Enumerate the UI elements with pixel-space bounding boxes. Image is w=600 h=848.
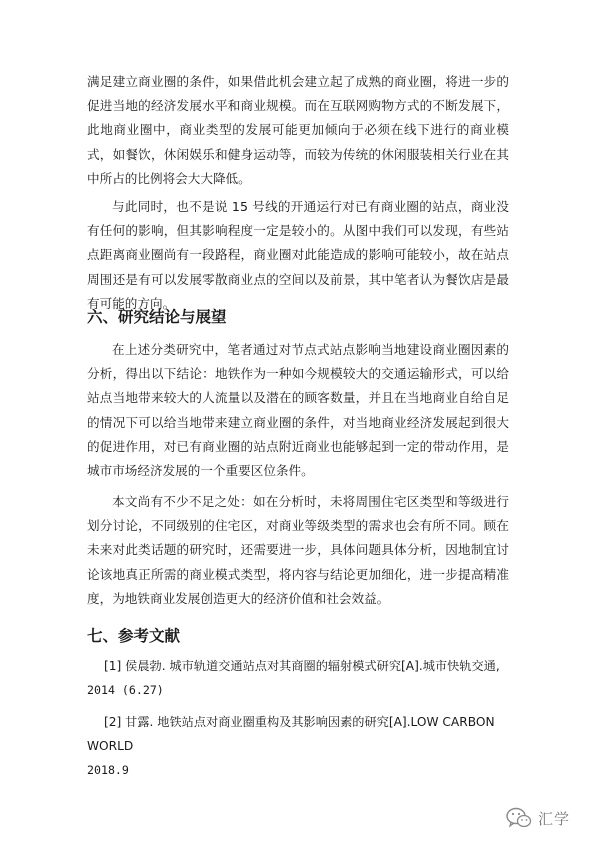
watermark	[506, 803, 570, 833]
section-heading-7: 七、参考文献	[87, 627, 181, 645]
reference-1-text: [1] 侯晨勃. 城市轨道交通站点对其商圈的辐射模式研究[A].城市快轨交通,	[104, 659, 500, 673]
reference-2-cont: 2018.9	[87, 763, 129, 777]
reference-1	[87, 654, 509, 702]
paragraph-1: 满足建立商业圈的条件，如果借此机会建立起了成熟的商业圈，将进一步的促进当地的经济发展水平和商业规模。而在互联网购物方式的不断发展下，此地商业圈中，商业类型的发展可能更加倾向于必须在线下进行的商业模式，如餐饮，休闲娱乐和健身运动等，而较为传统的休闲服装相关行业在其中所占的比例将会大大降低。	[87, 74, 509, 186]
watermark-text: 汇学	[538, 809, 571, 828]
reference-2	[87, 710, 509, 782]
section-heading-6: 六、研究结论与展望	[87, 308, 227, 326]
paragraph-2: 与此同时，也不是说 15 号线的开通运行对已有商业圈的站点，商业没有任何的影响，但其影响程度一定是较小的。从图中我们可以发现，有些站点距离商业圈尚有一段路程，商业圈对此能造成的影响可能较小，故在站点周围还是有可以发展零散商业点的空间以及前景，其中笔者认为餐饮店是最有可能的方向。	[87, 199, 509, 311]
reference-1-cont: 2014 (6.27)	[87, 683, 164, 697]
paragraph-4: 本文尚有不少不足之处：如在分析时，未将周围住宅区类型和等级进行划分讨论，不同级别的住宅区，对商业等级类型的需求也会有所不同。顾在未来对此类话题的研究时，还需要进一步，具体问题具体分析，因地制宜讨论该地真正所需的商业模式类型，将内容与结论更加细化，进一步提高精准度，为地铁商业发展创造更大的经济价值和社会效益。	[87, 494, 509, 606]
reference-2-text: [2] 甘露. 地铁站点对商业圈重构及其影响因素的研究[A].LOW CARBON WORLD	[87, 715, 495, 753]
paragraph-3: 在上述分类研究中，笔者通过对节点式站点影响当地建设商业圈因素的分析，得出以下结论：地铁作为一种如今规模较大的交通运输形式，可以给站点当地带来较大的人流量以及潜在的顾客数量，并且在当地商业自给自足的情况下可以给当地带来建立商业圈的条件，对当地商业经济发展起到很大的促进作用，对已有商业圈的站点附近商业也能够起到一定的带动作用，是城市市场经济发展的一个重要区位条件。	[87, 342, 509, 479]
wechat-icon	[506, 807, 532, 829]
